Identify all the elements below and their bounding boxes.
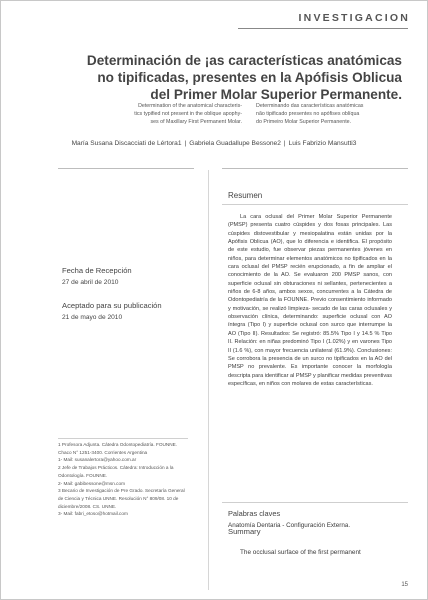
title-line: no tipificadas, presentes en la Apófisis Oblicua: [97, 70, 402, 85]
portuguese-title-line: Determinando das características anatómicas: [256, 103, 364, 109]
page-number: 15: [401, 582, 408, 588]
footnote-line: 2 Jefe de Trabajos Prácticos. Cátedra: Introducción a la: [58, 465, 174, 471]
author-name: María Susana Discacciati de Lértora1: [71, 140, 182, 147]
title-line: del Primer Molar Superior Permanente.: [150, 87, 402, 102]
accepted-label: Aceptado para su publicación: [62, 301, 162, 310]
footnote-line: 3 Becario de Investigación de Pre Grado. Secretaría General: [58, 488, 185, 494]
section-rule: [238, 28, 408, 29]
footnote-line: 2- Mail: gabibessone@msn.com: [58, 480, 126, 486]
author-list: [0, 140, 428, 147]
author-name: Luis Fabrizio Mansutti3: [288, 140, 357, 147]
received-date: 27 de abril de 2010: [62, 279, 119, 286]
footnote-line: de Ciencia y Técnica UNNE. Resolución N° 809/08. 10 de: [58, 495, 179, 501]
divider-rule: [58, 168, 194, 169]
abstract-heading: Resumen: [228, 191, 263, 200]
english-title-line: ses of Maxillary First Permanent Molar.: [150, 119, 242, 125]
footnote-line: Odontología. FOUNNE.: [58, 472, 108, 478]
footnotes: [58, 441, 194, 518]
author-separator: |: [184, 140, 187, 147]
author-name: Gabriela Guadallupe Bessone2: [189, 140, 281, 147]
keywords-body: Anatomía Dentaria - Configuración Externa.: [228, 522, 351, 529]
footnote-line: 1 Profesora Adjunta. Cátedra Odontopediatría. FOUNNE.: [58, 442, 178, 447]
footnote-line: 3- Mail: fabri_etoso@hotmail.com: [58, 511, 128, 517]
abstract-body: La cara oclusal del Primer Molar Superior Permanente (PMSP) presenta cuatro cúspides y dos fosas principales. Las cúspides distovestibular y mesiopalatina están unidas por la Apófisis Oblicua (AO), que lo diferencia e identifica. El propósito de este estudio, fue observar piezas permanentes jóvenes en niños, para determinar elementos anatómicos no tipificados en la cara oclusal del PMSP recién erupcionado, a fin de ampliar el conocimiento de la AO. Se evaluaron 200 PMSP sanos, con superficie oclusal sin obturaciones ni sellantes, pertenecientes a niños de 6-8 años, ambos sexos, concurrentes a la Cátedra de Odontopediatría de la FOUNNE. Previo consentimiento informado y motivación, se realizó limpieza- secado de las caras oclusales y observación clínica, determinando: superficie oclusal con AO íntegra (Tipo I) y superficie oclusal con surco que interrumpe la AO (Tipo II). Resultados: Se registró: 85.5% Tipo I y 14.5 % Tipo II. Relación: en niñas predominó Tipo I (1.02%) y en varones Tipo II (1.6 %), con mayor frecuencia unilateral (61.9%). Conclusiones: Se corrobora la presencia de un surco no tipificados en la AO del PMSP no prevalente. Es importante conocer la morfología descripta para identificar al PMSP y planificar medidas preventivas específicas, en niños con molares de estas características.: [228, 214, 392, 387]
keywords-heading: Palabras claves: [228, 509, 281, 518]
summary-heading: Summary: [228, 527, 261, 536]
english-title: [84, 102, 242, 126]
received-label: Fecha de Recepción: [62, 266, 132, 275]
summary-body: The occlusal surface of the first permanent: [240, 549, 361, 556]
divider-rule: [222, 204, 408, 205]
footnotes-rule: [58, 438, 188, 439]
article-title: [82, 52, 402, 103]
divider-rule: [222, 168, 408, 169]
footnote-line: diciembre/2008. CS. UNNE.: [58, 503, 117, 509]
author-separator: |: [283, 140, 286, 147]
english-title-line: Determination of the anatomical characteris-: [138, 103, 242, 109]
portuguese-title-line: do Primeiro Molar Superior Permanente.: [256, 119, 352, 125]
footnote-line: 1- Mail: susanalertora@yahoo.com.ar: [58, 457, 137, 463]
portuguese-title-line: não tipificado presentes no apófises oblíqua: [256, 111, 360, 117]
title-line: Determinación de ¡as características anatómicas: [86, 53, 402, 68]
english-title-line: tics typified not present in the oblique apophy-: [134, 111, 242, 117]
portuguese-title: [256, 102, 406, 126]
accepted-date: 21 de mayo de 2010: [62, 314, 123, 321]
divider-rule: [222, 502, 408, 503]
section-label: INVESTIGACION: [298, 12, 410, 24]
column-divider: [208, 170, 209, 590]
footnote-line: Chaco N° 1251-3400. Corrientes Argentina: [58, 449, 148, 455]
